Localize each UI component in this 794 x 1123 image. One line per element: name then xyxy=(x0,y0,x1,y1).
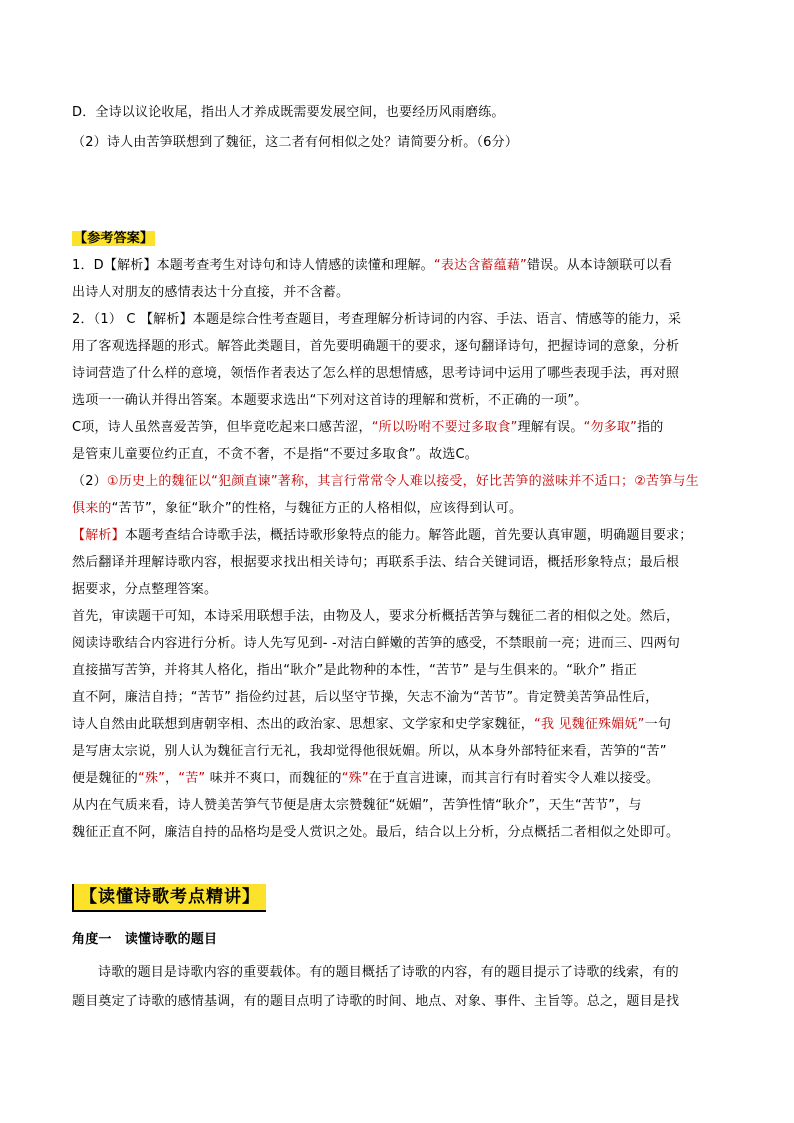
answer-label-line xyxy=(72,229,722,249)
explain-line-4: 直不阿，廉洁自持；“苦节” 指俭约过甚，后以坚守节操，矢志不渝为“苦节”。肯定赞美苦笋品性后， xyxy=(72,690,659,705)
part-2-line-2: 俱来的“苦节”，象征“耿介”的性格，与魏征方正的人格相似，应该得到认可。 xyxy=(72,501,523,516)
analysis-line-3: 据要求，分点整理答案。 xyxy=(72,582,218,597)
explain-line-2: 阅读诗歌结合内容进行分析。诗人先写见到- -对洁白鲜嫩的苦笋的感受，不禁眼前一亮；进而三、四两句 xyxy=(72,636,681,651)
answer-1-line-1: 1．D【解析】本题考查考生对诗句和诗人情感的读懂和理解。“表达含蓄蕴藉”错误。从本诗颔联可以看 xyxy=(72,258,673,273)
answer-2-line-4: 选项一一确认并得出答案。本题要求选出“下列对这首诗的理解和赏析，不正确的一项”。 xyxy=(72,393,588,408)
explain-line-3: 直接描写苦笋，并将其人格化，指出“耿介”是此物种的本性，“苦节” 是与生俱来的。“耿介” 指正 xyxy=(72,663,638,678)
answer-1-line-2: 出诗人对朋友的感情表达十分直接，并不含蓄。 xyxy=(72,285,350,300)
analysis-line-2: 然后翻译并理解诗歌内容，根据要求找出相关诗句；再联系手法、结合关键词语，概括形象特点；最后根 xyxy=(72,555,680,570)
option-c-line-1: C项，诗人虽然喜爱苦笋，但毕竟吃起来口感苦涩，“所以吩咐不要过多取食”理解有误。“勿多取”指的 xyxy=(72,420,664,435)
option-c-line-2: 是管束儿童要位约正直，不贪不奢，不是指“不要过多取食”。故选C。 xyxy=(72,447,478,462)
analysis-line-1: 【解析】本题考查结合诗歌手法，概括诗歌形象特点的能力。解答此题，首先要认真审题，明确题目要求； xyxy=(72,528,693,543)
explain-line-8: 从内在气质来看，诗人赞美苦笋气节便是唐太宗赞魏征“妩媚”，苦笋性情“耿介”，天生“苦节”，与 xyxy=(72,798,642,813)
section-para-line-2: 题目奠定了诗歌的感情基调，有的题目点明了诗歌的时间、地点、对象、事件、主旨等。总之，题目是找 xyxy=(72,994,680,1009)
answer-2-line-2: 用了客观选择题的形式。解答此类题目，首先要明确题干的要求，逐句翻译诗句，把握诗词的意象，分析 xyxy=(72,339,680,354)
part-2-line-1: （2）①历史上的魏征以“犯颜直谏”著称，其言行常常令人难以接受，好比苦笋的滋味并不适口；②苦笋与生 xyxy=(72,474,699,489)
answer-2-line-1: 2．（1） C 【解析】本题是综合性考查题目，考查理解分析诗词的内容、手法、语言、情感等的能力，采 xyxy=(72,312,682,327)
answer-label: 【参考答案】 xyxy=(74,231,154,246)
explain-line-1: 首先，审读题干可知，本诗采用联想手法，由物及人，要求分析概括苦笋与魏征二者的相似之处。然后， xyxy=(72,609,680,624)
explain-line-6: 是写唐太宗说，别人认为魏征言行无礼，我却觉得他很妩媚。所以，从本身外部特征来看，苦笋的“苦” xyxy=(72,744,667,759)
angle-title: 角度一 读懂诗歌的题目 xyxy=(72,932,218,947)
explain-line-9: 魏征正直不阿，廉洁自持的品格均是受人赏识之处。最后，结合以上分析，分点概括二者相似之处即可。 xyxy=(72,825,680,840)
section-header: 【读懂诗歌考点精讲】 xyxy=(72,884,266,912)
explain-line-5: 诗人自然由此联想到唐朝宰相、杰出的政治家、思想家、文学家和史学家魏征，“我 见魏征殊媚妩”一句 xyxy=(72,717,672,732)
question-2: （2）诗人由苦笋联想到了魏征，这二者有何相似之处？请简要分析。（6分） xyxy=(72,135,519,150)
explain-line-7: 便是魏征的“殊”，“苦” 味并不爽口，而魏征的“殊”在于直言进谏，而其言行有时着实令人难以接受。 xyxy=(72,771,660,786)
option-d: D．全诗以议论收尾，指出人才养成既需要发展空间，也要经历风雨磨练。 xyxy=(72,105,505,120)
answer-2-line-3: 诗词营造了什么样的意境，领悟作者表达了怎么样的思想情感，思考诗词中运用了哪些表现手法，再对照 xyxy=(72,366,680,381)
section-para-line-1: 诗歌的题目是诗歌内容的重要载体。有的题目概括了诗歌的内容，有的题目提示了诗歌的线索，有的 xyxy=(98,965,679,980)
